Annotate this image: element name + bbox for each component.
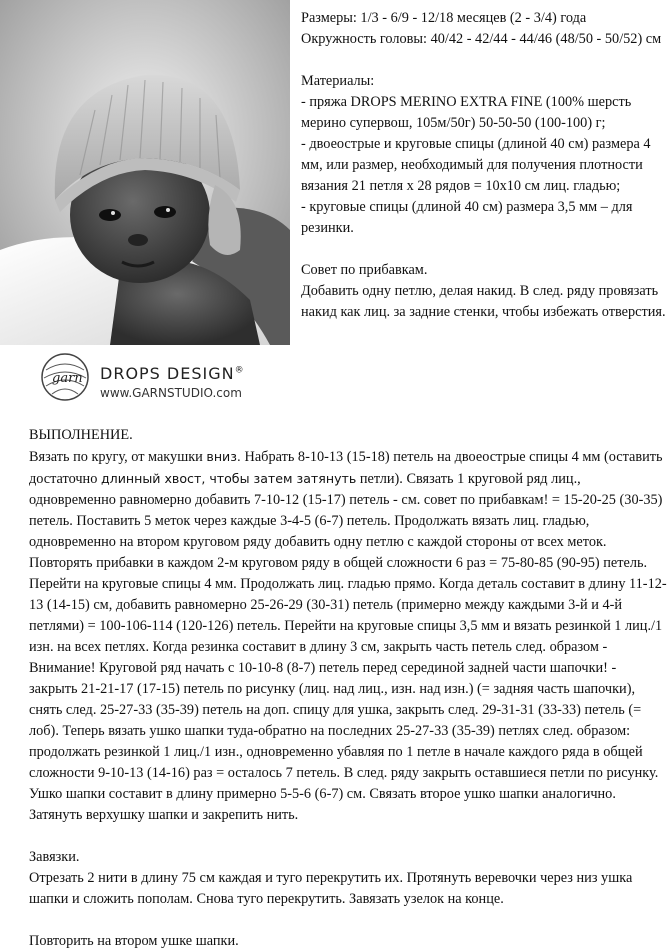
execution-text-a: Вязать по кругу, от макушки bbox=[29, 449, 207, 465]
materials-title: Материалы: bbox=[301, 73, 375, 89]
logo-title-text: DROPS DESIGN bbox=[100, 364, 235, 383]
execution-text-b: вниз. bbox=[206, 449, 241, 464]
tip-text: Добавить одну петлю, делая накид. В след. ряду провязать накид как лиц. за задние стенки, чтобы избежать отверстия. bbox=[301, 283, 666, 320]
baby-photo bbox=[0, 0, 290, 345]
registered-mark: ® bbox=[234, 365, 244, 376]
execution-text-d: длинный хвост, чтобы затем затянуть bbox=[100, 471, 357, 486]
execution-text-c: Набрать 8-10-13 (15-18) петель на двоеострые спицы 4 мм (оставить достаточно bbox=[29, 449, 663, 487]
tip-title: Совет по прибавкам. bbox=[301, 262, 428, 278]
sizes-line: Размеры: 1/3 - 6/9 - 12/18 месяцев (2 - 3/4) года bbox=[301, 10, 587, 26]
logo-mark-text: garn bbox=[52, 371, 83, 386]
footer-text: Повторить на втором ушке шапки. bbox=[29, 933, 239, 949]
ties-text: Отрезать 2 нити в длину 75 см каждая и туго перекрутить их. Протянуть веревочки через низ ушка шапки и сложить пополам. Снова туго перекрутить. Завязать узелок на конце. bbox=[29, 870, 633, 907]
execution-title: ВЫПОЛНЕНИЕ. bbox=[29, 427, 133, 443]
logo-title bbox=[100, 364, 244, 383]
baby-photo-icon bbox=[0, 0, 290, 345]
execution-text-e: петли). Связать 1 круговой ряд лиц., одновременно равномерно добавить 7-10-12 (15-17) петель - см. совет по прибавкам! = 15-20-25 (30-35) петель. Поставить 5 меток через каждые 3-4-5 (6-7) петель. Продолжать вязать лиц. гладью, одновременно на втором круговом ряду добавить одну петлю с каждой стороны от всех меток. Повторять прибавки в каждом 2-м круговом ряду в общей сложности 6 раз = 75-80-85 (90-95) петель. Перейти на круговые спицы 4 мм. Продолжать лиц. гладью прямо. Когда деталь составит в длину 11-12-13 (14-15) см, добавить равномерно 25-26-29 (30-31) петель (примерно между каждыми 3-й и 4-й петлями) = 100-106-114 (120-126) петель. Перейти на круговые спицы 3,5 мм и вязать резинкой 1 лиц./1 изн. на всех петлях. Когда резинка составит в длину 3 см, закрыть часть петель след. образом - Внимание! Круговой ряд начать с 10-10-8 (8-7) петель перед серединой задней части шапочки! - закрыть 21-21-17 (17-15) петель по рисунку (лиц. над лиц., изн. над изн.) (= задняя часть шапочки), снять след. 25-27-33 (35-39) петель на доп. спицу для ушка, закрыть след. 29-31-31 (33-33) петель (= лоб). Теперь вязать ушко шапки туда-обратно на последних 25-27-33 (35-39) петлях след. образом: продолжать резинкой 1 лиц./1 изн., одновременно убавляя по 1 петле в начале каждого ряда в общей сложности 9-10-13 (14-16) раз = осталось 7 петель. В след. ряду закрыть оставшиеся петли по рисунку. Ушко шапки составит в длину примерно 5-5-6 (6-7) см. Связать второе ушко шапки аналогично. Затянуть верхушку шапки и закрепить нить. bbox=[29, 471, 667, 823]
instructions bbox=[29, 425, 667, 952]
drops-design-logo bbox=[30, 348, 280, 408]
yarn-ball-icon bbox=[38, 350, 92, 404]
execution-text bbox=[29, 446, 667, 826]
head-circumference: Окружность головы: 40/42 - 42/44 - 44/46 (48/50 - 50/52) см bbox=[301, 31, 662, 47]
materials-needles-main: - двоеострые и круговые спицы (длиной 40 см) размера 4 мм, или размер, необходимый для получения плотности вязания 21 петля х 28 рядов = 10х10 см лиц. гладью; bbox=[301, 136, 651, 194]
logo-url: www.GARNSTUDIO.com bbox=[100, 386, 242, 400]
pattern-info-column bbox=[301, 8, 667, 323]
ties-title: Завязки. bbox=[29, 849, 80, 865]
materials-needles-rib: - круговые спицы (длиной 40 см) размера 3,5 мм – для резинки. bbox=[301, 199, 633, 236]
materials-yarn: - пряжа DROPS MERINO EXTRA FINE (100% шерсть мерино супервош, 105м/50г) 50-50-50 (100-100) г; bbox=[301, 94, 632, 131]
